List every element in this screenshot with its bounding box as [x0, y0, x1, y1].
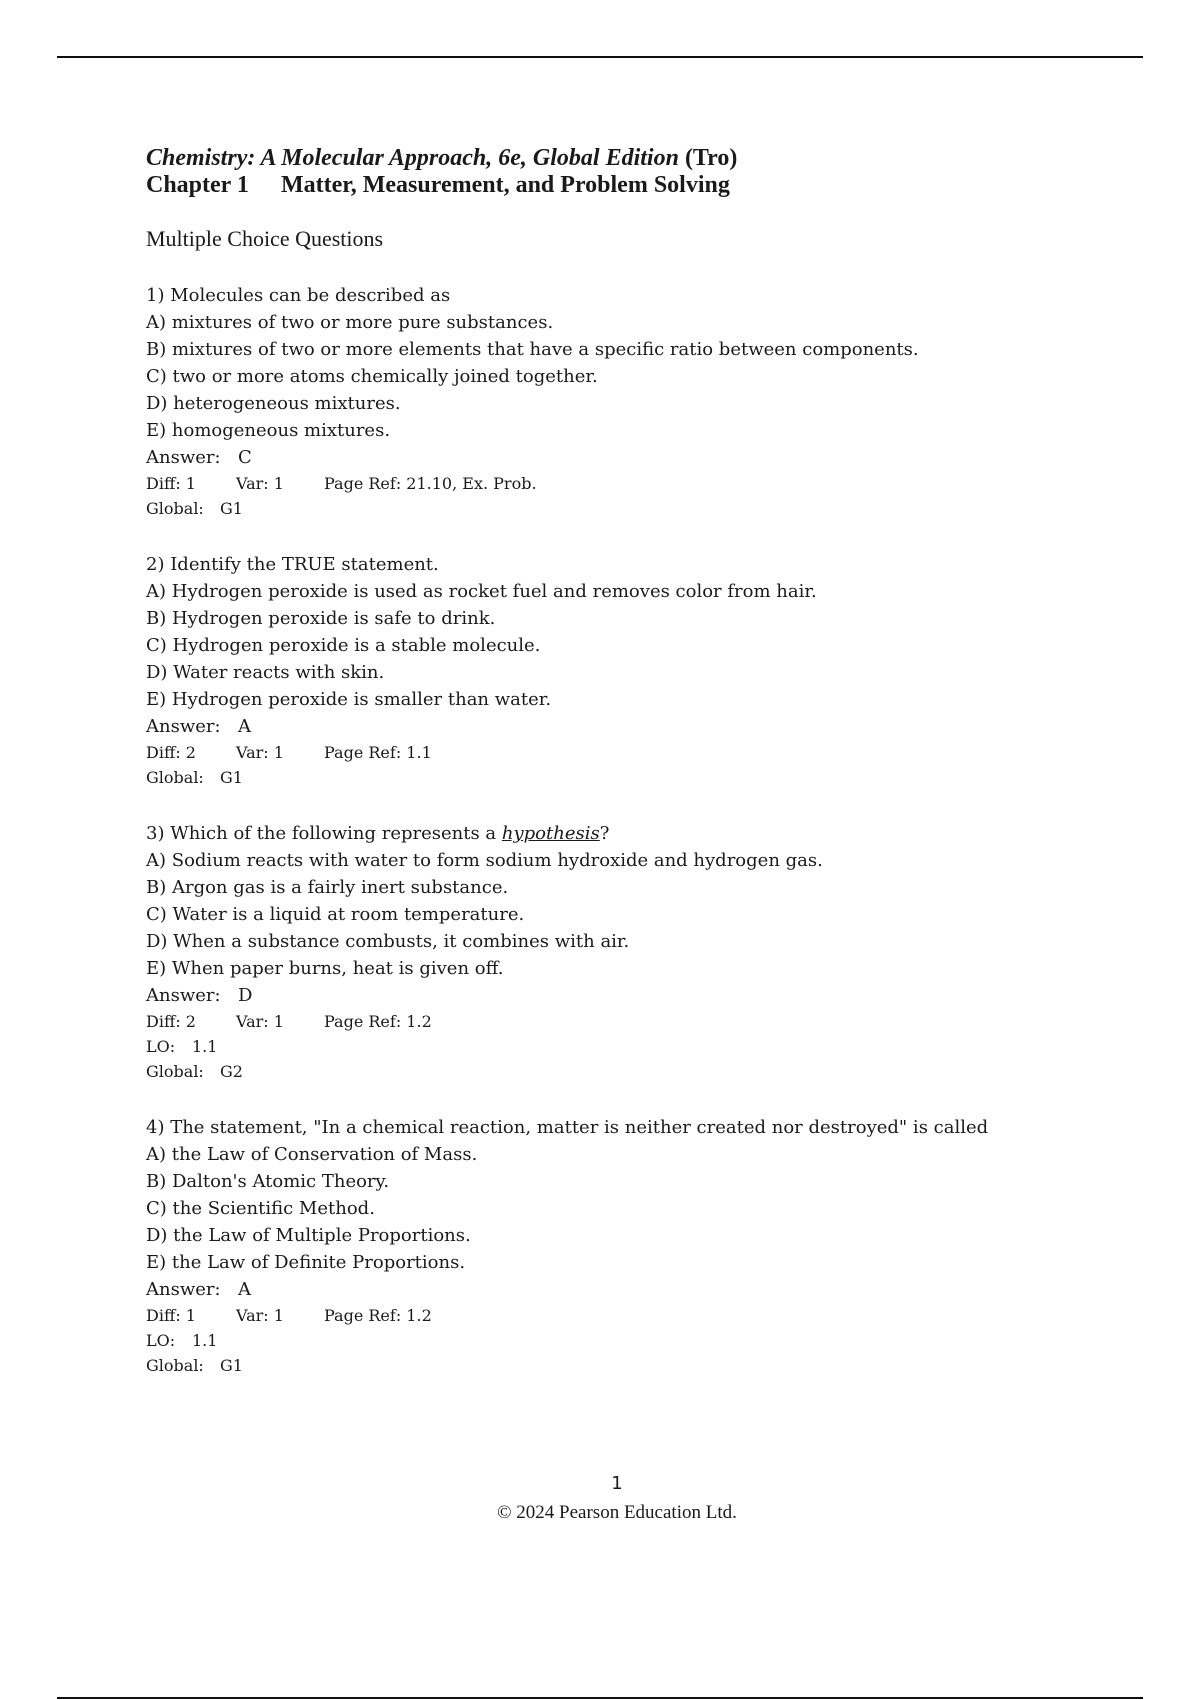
question-stem: 2) Identify the TRUE statement.: [146, 554, 439, 575]
choice-d: D) When a substance combusts, it combines with air.: [146, 931, 630, 952]
choice-a: A) Hydrogen peroxide is used as rocket fuel and removes color from hair.: [146, 581, 817, 602]
choice-e: E) When paper burns, heat is given off.: [146, 958, 504, 979]
lo-line: [146, 1328, 1146, 1353]
global-label: Global:: [146, 499, 204, 518]
book-title: [146, 145, 1146, 172]
question-2: [146, 551, 1146, 790]
lo-line: [146, 1034, 1146, 1059]
difficulty: Diff: 2: [146, 743, 196, 762]
lo-value: 1.1: [192, 1037, 218, 1056]
difficulty: Diff: 1: [146, 474, 196, 493]
meta-line: [146, 740, 1146, 765]
question-3: [146, 820, 1146, 1084]
choice-b: B) Argon gas is a fairly inert substance.: [146, 877, 509, 898]
question-4: [146, 1114, 1146, 1378]
difficulty: Diff: 1: [146, 1306, 196, 1325]
stem-emphasis: hypothesis: [501, 823, 600, 844]
choice-a: A) Sodium reacts with water to form sodium hydroxide and hydrogen gas.: [146, 850, 823, 871]
answer-line: [146, 713, 1146, 740]
page-ref: Page Ref: 1.2: [324, 1306, 432, 1325]
global-line: [146, 1059, 1146, 1084]
page-content: [146, 145, 1146, 1378]
choice-b: B) Hydrogen peroxide is safe to drink.: [146, 608, 496, 629]
page-ref: Page Ref: 1.1: [324, 743, 432, 762]
book-title-author: (Tro): [678, 145, 738, 171]
question-stem: 1) Molecules can be described as: [146, 285, 451, 306]
global-value: G1: [220, 1356, 243, 1375]
page-ref: Page Ref: 1.2: [324, 1012, 432, 1031]
global-line: [146, 1353, 1146, 1378]
bottom-rule: [57, 1697, 1143, 1699]
choice-e: E) the Law of Definite Proportions.: [146, 1252, 466, 1273]
difficulty: Diff: 2: [146, 1012, 196, 1031]
lo-value: 1.1: [192, 1331, 218, 1350]
chapter-title: Matter, Measurement, and Problem Solving: [281, 172, 730, 198]
variant: Var: 1: [236, 1012, 284, 1031]
answer-line: [146, 444, 1146, 471]
choice-a: A) the Law of Conservation of Mass.: [146, 1144, 478, 1165]
choice-e: E) Hydrogen peroxide is smaller than water.: [146, 689, 552, 710]
meta-line: [146, 471, 1146, 496]
answer-line: [146, 1276, 1146, 1303]
page-number: 1: [611, 1473, 623, 1494]
global-value: G1: [220, 499, 243, 518]
answer-label: Answer:: [146, 1279, 221, 1300]
choice-d: D) heterogeneous mixtures.: [146, 393, 401, 414]
choice-d: D) the Law of Multiple Proportions.: [146, 1225, 471, 1246]
answer-label: Answer:: [146, 447, 221, 468]
question-stem: [146, 820, 1146, 847]
answer-label: Answer:: [146, 985, 221, 1006]
choice-c: C) Water is a liquid at room temperature.: [146, 904, 525, 925]
book-title-italic: Chemistry: A Molecular Approach, 6e, Global Edition: [146, 145, 679, 171]
global-value: G2: [220, 1062, 243, 1081]
top-rule: [57, 56, 1143, 58]
choice-b: B) mixtures of two or more elements that have a specific ratio between components.: [146, 339, 919, 360]
lo-label: LO:: [146, 1037, 176, 1056]
answer-value: D: [238, 985, 253, 1006]
choice-c: C) the Scientific Method.: [146, 1198, 375, 1219]
answer-value: A: [238, 716, 251, 737]
global-label: Global:: [146, 1062, 204, 1081]
choice-c: C) two or more atoms chemically joined together.: [146, 366, 598, 387]
meta-line: [146, 1009, 1146, 1034]
choice-e: E) homogeneous mixtures.: [146, 420, 391, 441]
stem-suffix: ?: [599, 823, 610, 844]
choice-b: B) Dalton's Atomic Theory.: [146, 1171, 390, 1192]
answer-value: A: [238, 1279, 251, 1300]
question-stem: 4) The statement, "In a chemical reaction, matter is neither created nor destroyed" is called: [146, 1117, 989, 1138]
variant: Var: 1: [236, 1306, 284, 1325]
global-label: Global:: [146, 768, 204, 787]
question-1: [146, 282, 1146, 521]
global-line: [146, 496, 1146, 521]
answer-label: Answer:: [146, 716, 221, 737]
lo-label: LO:: [146, 1331, 176, 1350]
answer-value: C: [238, 447, 252, 468]
choice-a: A) mixtures of two or more pure substances.: [146, 312, 554, 333]
global-label: Global:: [146, 1356, 204, 1375]
section-heading: Multiple Choice Questions: [146, 226, 384, 251]
stem-prefix: 3) Which of the following represents a: [146, 823, 502, 844]
meta-line: [146, 1303, 1146, 1328]
choice-c: C) Hydrogen peroxide is a stable molecule.: [146, 635, 541, 656]
page-ref: Page Ref: 21.10, Ex. Prob.: [324, 474, 537, 493]
chapter-label: Chapter 1: [146, 172, 249, 198]
chapter-heading: [146, 172, 1146, 199]
answer-line: [146, 982, 1146, 1009]
variant: Var: 1: [236, 743, 284, 762]
choice-d: D) Water reacts with skin.: [146, 662, 385, 683]
global-value: G1: [220, 768, 243, 787]
global-line: [146, 765, 1146, 790]
copyright-notice: © 2024 Pearson Education Ltd.: [497, 1502, 737, 1523]
variant: Var: 1: [236, 474, 284, 493]
